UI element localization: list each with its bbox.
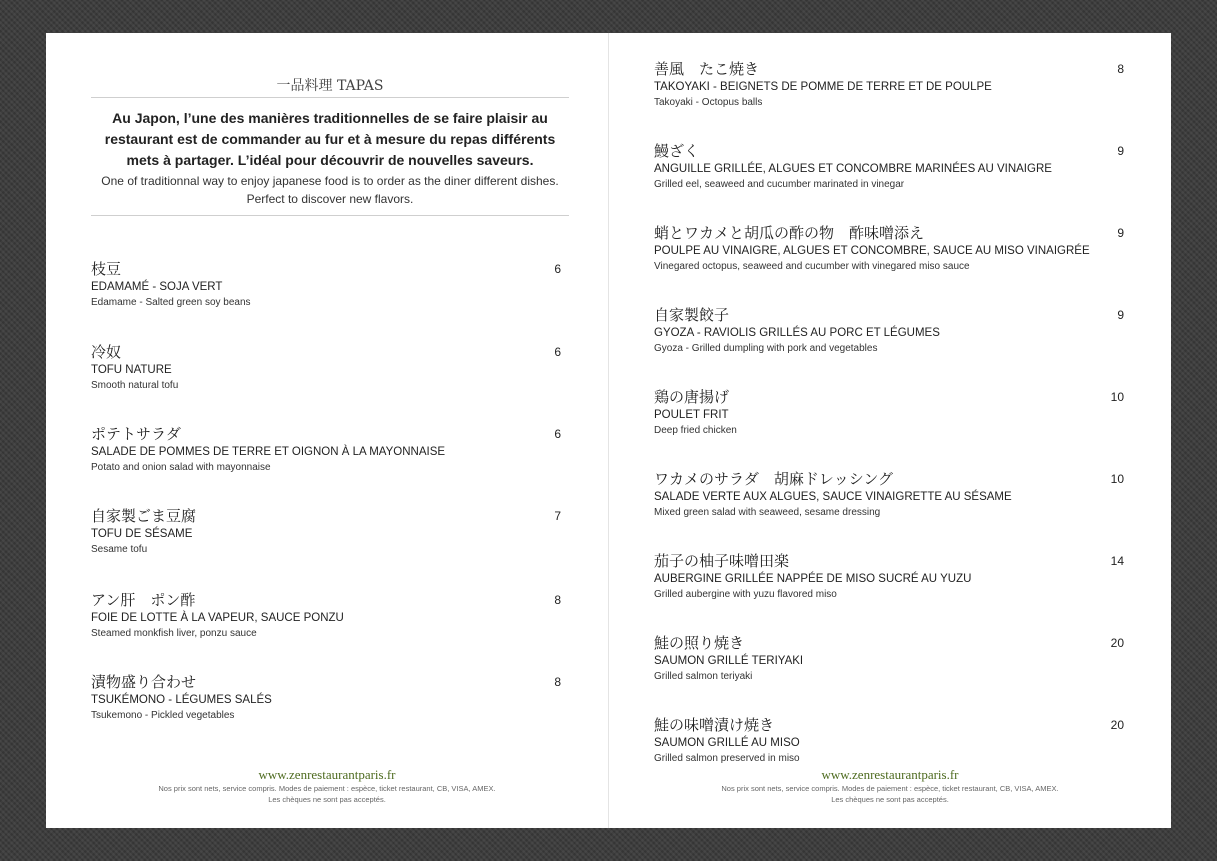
website-link[interactable]: www.zenrestaurantparis.fr xyxy=(821,767,959,782)
item-name-fr: FOIE DE LOTTE À LA VAPEUR, SAUCE PONZU xyxy=(91,612,344,624)
item-name-en: Grilled salmon teriyaki xyxy=(654,671,753,682)
item-name-jp: ポテトサラダ xyxy=(91,425,181,443)
item-name-en: Steamed monkfish liver, ponzu sauce xyxy=(91,628,257,639)
item-name-fr: TOFU NATURE xyxy=(91,364,172,376)
intro-section xyxy=(91,75,569,216)
item-price: 10 xyxy=(1110,472,1124,486)
item-price: 6 xyxy=(554,427,561,441)
item-name-jp: ワカメのサラダ 胡麻ドレッシング xyxy=(654,470,894,488)
item-price: 10 xyxy=(1110,390,1124,404)
item-price: 7 xyxy=(554,509,561,523)
payment-note-line2: Les chèques ne sont pas acceptés. xyxy=(831,795,949,804)
item-name-en: Vinegared octopus, seaweed and cucumber with vinegared miso sauce xyxy=(654,261,970,272)
item-name-fr: POULET FRIT xyxy=(654,409,729,421)
intro-text-en-line2: Perfect to discover new flavors. xyxy=(246,192,414,206)
menu-item xyxy=(654,716,1124,768)
item-name-jp: 鮭の照り焼き xyxy=(654,634,745,652)
item-name-fr: GYOZA - RAVIOLIS GRILLÉS AU PORC ET LÉGUMES xyxy=(654,327,940,339)
item-name-jp: 蛸とワカメと胡瓜の酢の物 酢味噌添え xyxy=(654,224,925,242)
item-price: 8 xyxy=(554,675,561,689)
item-name-en: Takoyaki - Octopus balls xyxy=(654,97,763,108)
menu-page-right xyxy=(609,33,1171,828)
item-name-jp: 自家製餃子 xyxy=(654,306,730,324)
item-name-fr: ANGUILLE GRILLÉE, ALGUES ET CONCOMBRE MARINÉES AU VINAIGRE xyxy=(654,163,1052,175)
item-name-fr: EDAMAMÉ - SOJA VERT xyxy=(91,281,223,293)
item-name-fr: AUBERGINE GRILLÉE NAPPÉE DE MISO SUCRÉ AU YUZU xyxy=(654,573,972,585)
menu-sheet xyxy=(46,33,1171,828)
menu-item xyxy=(91,673,561,725)
item-name-fr: SAUMON GRILLÉ TERIYAKI xyxy=(654,655,804,667)
item-name-jp: 自家製ごま豆腐 xyxy=(91,507,197,525)
menu-item xyxy=(91,591,561,643)
item-name-jp: 漬物盛り合わせ xyxy=(91,673,197,691)
menu-item xyxy=(654,388,1124,440)
item-name-jp: 冷奴 xyxy=(91,343,122,361)
item-name-en: Potato and onion salad with mayonnaise xyxy=(91,462,271,473)
intro-text-en-line1: One of traditionnal way to enjoy japanese food is to order as the diner different dishes. xyxy=(101,174,559,188)
item-price: 9 xyxy=(1117,308,1124,322)
payment-note-line2: Les chèques ne sont pas acceptés. xyxy=(268,795,386,804)
page-footer xyxy=(46,767,608,805)
menu-item xyxy=(91,343,561,395)
item-name-jp: 鮭の味噌漬け焼き xyxy=(654,716,775,734)
section-title: 一品料理 TAPAS xyxy=(276,78,384,94)
menu-item xyxy=(654,470,1124,522)
item-name-fr: SAUMON GRILLÉ AU MISO xyxy=(654,737,800,749)
item-name-fr: TAKOYAKI - BEIGNETS DE POMME DE TERRE ET DE POULPE xyxy=(654,81,992,93)
item-name-en: Smooth natural tofu xyxy=(91,380,179,391)
menu-page-left xyxy=(46,33,608,828)
item-name-en: Edamame - Salted green soy beans xyxy=(91,297,251,308)
menu-item xyxy=(654,634,1124,686)
item-price: 20 xyxy=(1110,718,1124,732)
intro-text-fr: Au Japon, l’une des manières traditionnelles de se faire plaisir au restaurant est de commander au fur et à mesure du repas différents mets à partager. L’idéal pour découvrir de nouvelles saveurs. xyxy=(104,110,556,168)
item-price: 9 xyxy=(1117,226,1124,240)
item-name-jp: 鰻ざく xyxy=(654,142,700,160)
item-name-fr: TSUKÉMONO - LÉGUMES SALÉS xyxy=(91,694,272,706)
item-price: 9 xyxy=(1117,144,1124,158)
item-price: 6 xyxy=(554,345,561,359)
menu-item xyxy=(654,142,1124,194)
item-price: 8 xyxy=(554,593,561,607)
menu-item xyxy=(654,224,1124,276)
title-rule xyxy=(91,97,569,98)
item-name-jp: 善風 たこ焼き xyxy=(654,60,760,78)
item-name-jp: アン肝 ポン酢 xyxy=(91,591,196,609)
item-name-en: Tsukemono - Pickled vegetables xyxy=(91,710,235,721)
item-name-en: Sesame tofu xyxy=(91,544,148,555)
payment-note-line1: Nos prix sont nets, service compris. Modes de paiement : espèce, ticket restaurant, CB, VISA, AMEX. xyxy=(158,784,496,793)
item-name-en: Deep fried chicken xyxy=(654,425,737,436)
item-name-fr: TOFU DE SÉSAME xyxy=(91,528,193,540)
item-price: 20 xyxy=(1110,636,1124,650)
payment-note-line1: Nos prix sont nets, service compris. Modes de paiement : espèce, ticket restaurant, CB, VISA, AMEX. xyxy=(721,784,1059,793)
item-name-en: Mixed green salad with seaweed, sesame dressing xyxy=(654,507,881,518)
menu-item xyxy=(654,60,1124,112)
item-name-jp: 枝豆 xyxy=(91,260,122,278)
item-name-fr: SALADE VERTE AUX ALGUES, SAUCE VINAIGRETTE AU SÉSAME xyxy=(654,491,1012,503)
website-link[interactable]: www.zenrestaurantparis.fr xyxy=(258,767,396,782)
item-price: 8 xyxy=(1117,62,1124,76)
item-name-en: Grilled eel, seaweed and cucumber marinated in vinegar xyxy=(654,179,905,190)
item-name-en: Gyoza - Grilled dumpling with pork and vegetables xyxy=(654,343,878,354)
item-price: 14 xyxy=(1110,554,1124,568)
item-name-fr: SALADE DE POMMES DE TERRE ET OIGNON À LA MAYONNAISE xyxy=(91,446,446,458)
item-price: 6 xyxy=(554,262,561,276)
page-footer xyxy=(609,767,1171,805)
item-name-en: Grilled salmon preserved in miso xyxy=(654,753,800,764)
menu-item xyxy=(654,306,1124,358)
menu-item xyxy=(91,507,561,559)
menu-item xyxy=(91,260,561,312)
item-name-jp: 鶏の唐揚げ xyxy=(654,388,730,406)
item-name-fr: POULPE AU VINAIGRE, ALGUES ET CONCOMBRE, SAUCE AU MISO VINAIGRÉE xyxy=(654,245,1090,257)
menu-item xyxy=(654,552,1124,604)
menu-item xyxy=(91,425,561,477)
item-name-jp: 茄子の柚子味噌田楽 xyxy=(654,552,790,570)
intro-rule xyxy=(91,215,569,216)
item-name-en: Grilled aubergine with yuzu flavored miso xyxy=(654,589,837,600)
